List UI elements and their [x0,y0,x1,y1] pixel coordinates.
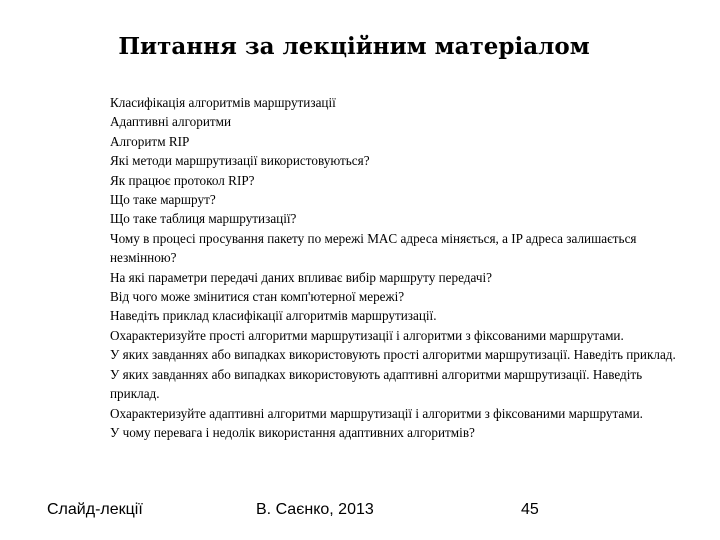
question-item: Що таке маршрут? [110,192,216,208]
question-item: Алгоритм RIP [110,133,190,149]
footer-course-label: Слайд-лекції [47,501,143,518]
question-item: У яких завданнях або випадках використовують адаптивні алгоритми маршрутизації. Наведіть приклад. [110,366,643,402]
question-item: Чому в процесі просування пакету по мережі MAC адреса міняється, а IP адреса залишається незмінною? [110,230,637,266]
question-list [110,93,695,442]
question-item: Класифікація алгоритмів маршрутизації [110,95,336,110]
question-item: Що таке таблиця маршрутизації? [110,211,297,227]
slide-title: Питання за лекційним матеріалом [118,33,590,60]
question-item: Які методи маршрутизації використовуються? [110,153,370,169]
question-item: Охарактеризуйте адаптивні алгоритми маршрутизації і алгоритми з фіксованими маршрутами. [110,405,643,421]
question-item: Як працює протокол RIP? [110,172,255,188]
question-item: На які параметри передачі даних впливає вибір маршруту передачі? [110,269,492,285]
question-item: Наведіть приклад класифікації алгоритмів маршрутизації. [110,308,437,324]
question-item: Адаптивні алгоритми [110,114,232,130]
question-item: У яких завданнях або випадках використовують прості алгоритми маршрутизації. Наведіть приклад. [110,347,676,363]
footer-author: В. Саєнко, 2013 [256,501,374,518]
question-item: Від чого може змінитися стан комп'ютерної мережі? [110,289,405,305]
question-item: Охарактеризуйте прості алгоритми маршрутизації і алгоритми з фіксованими маршрутами. [110,327,624,343]
page-number: 45 [521,501,539,518]
question-item: У чому перевага і недолік використання адаптивних алгоритмів? [110,424,475,440]
